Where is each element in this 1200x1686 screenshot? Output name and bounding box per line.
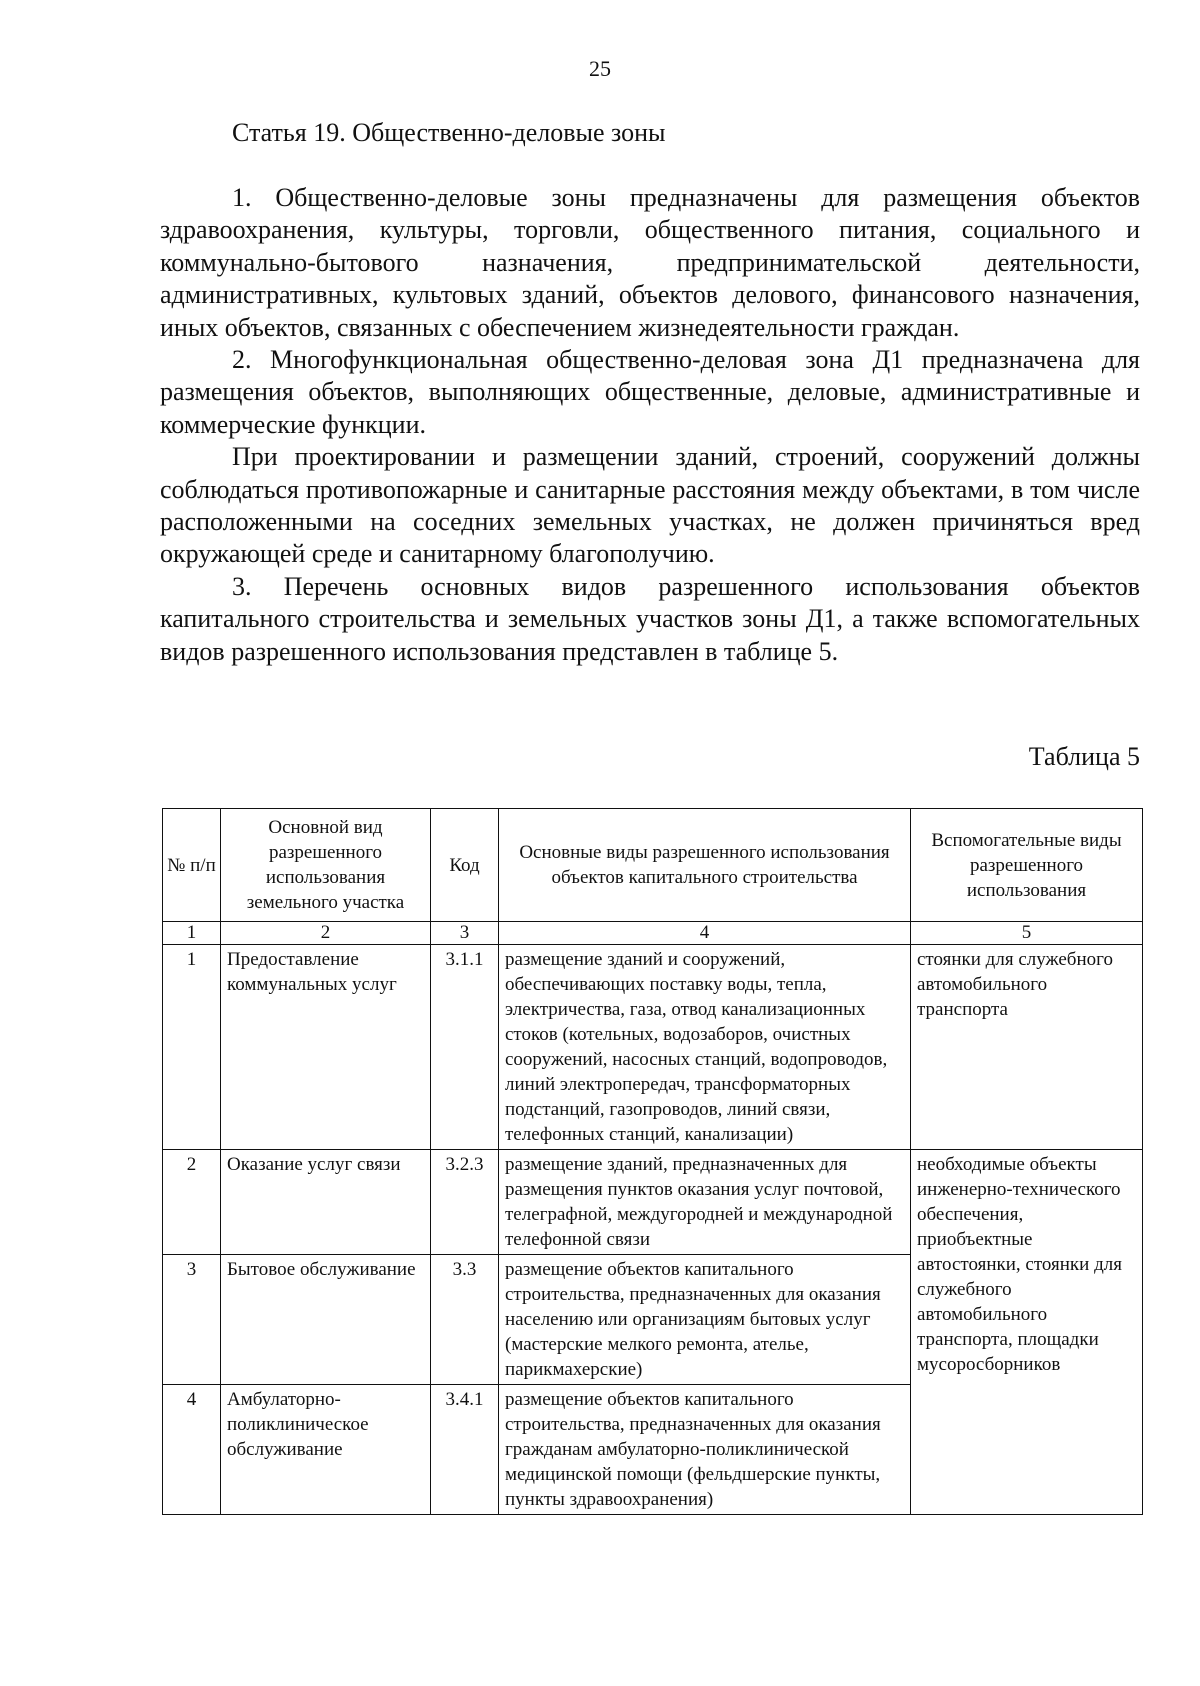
aux-use-cell: необходимые объекты инженерно-технического обеспечения, приобъектные автостоянки, стоянки для служебного автомобильного транспорта, площадки мусоросборников bbox=[911, 1150, 1143, 1515]
capital-use-cell: размещение объектов капитального строительства, предназначенных для оказания гражданам амбулаторно-поликлинической медицинской помощи (фельдшерские пункты, пункты здравоохранения) bbox=[499, 1385, 911, 1515]
table-row bbox=[163, 945, 1143, 1150]
row-number: 1 bbox=[163, 945, 221, 1150]
code-cell: 3.3 bbox=[431, 1255, 499, 1385]
column-number: 1 bbox=[163, 922, 221, 945]
header-number: № п/п bbox=[163, 809, 221, 922]
paragraph-1: 1. Общественно-деловые зоны предназначены для размещения объектов здравоохранения, культуры, торговли, общественного питания, социального и коммунально-бытового назначения, предпринимательской деятельности, административных, культовых зданий, объектов делового, финансового назначения, иных объектов, связанных с обеспечением жизнедеятельности граждан. bbox=[160, 183, 1140, 342]
column-number: 5 bbox=[911, 922, 1143, 945]
column-number: 4 bbox=[499, 922, 911, 945]
land-use-cell: Предоставление коммунальных услуг bbox=[221, 945, 431, 1150]
header-aux-use: Вспомогательные виды разрешенного использования bbox=[911, 809, 1143, 922]
land-use-cell: Амбулаторно-поликлиническое обслуживание bbox=[221, 1385, 431, 1515]
code-cell: 3.1.1 bbox=[431, 945, 499, 1150]
land-use-cell: Бытовое обслуживание bbox=[221, 1255, 431, 1385]
table-caption: Таблица 5 bbox=[1028, 742, 1140, 771]
paragraph-2: 2. Многофункциональная общественно-деловая зона Д1 предназначена для размещения объектов, выполняющих общественные, деловые, административные и коммерческие функции. bbox=[160, 345, 1140, 439]
column-number: 2 bbox=[221, 922, 431, 945]
capital-use-cell: размещение зданий и сооружений, обеспечивающих поставку воды, тепла, электричества, газа, отвод канализационных стоков (котельных, водозаборов, очистных сооружений, насосных станций, водопроводов, линий электропередач, трансформаторных подстанций, газопроводов, линий связи, телефонных станций, канализации) bbox=[499, 945, 911, 1150]
paragraph-3: При проектировании и размещении зданий, строений, сооружений должны соблюдаться противопожарные и санитарные расстояния между объектами, в том числе расположенными на соседних земельных участках, не должен причиняться вред окружающей среде и санитарному благополучию. bbox=[160, 442, 1140, 569]
paragraph-4: 3. Перечень основных видов разрешенного использования объектов капитального строительства и земельных участков зоны Д1, а также вспомогательных видов разрешенного использования представлен в таблице 5. bbox=[160, 571, 1140, 666]
header-land-use: Основной вид разрешенного использования земельного участка bbox=[221, 809, 431, 922]
header-code: Код bbox=[431, 809, 499, 922]
table-row bbox=[163, 1150, 1143, 1255]
header-capital-use: Основные виды разрешенного использования объектов капитального строительства bbox=[499, 809, 911, 922]
capital-use-cell: размещение объектов капитального строительства, предназначенных для оказания населению или организациям бытовых услуг (мастерские мелкого ремонта, ателье, парикмахерские) bbox=[499, 1255, 911, 1385]
land-use-cell: Оказание услуг связи bbox=[221, 1150, 431, 1255]
article-body bbox=[160, 182, 1140, 668]
column-number: 3 bbox=[431, 922, 499, 945]
page-number: 25 bbox=[589, 56, 611, 81]
row-number: 3 bbox=[163, 1255, 221, 1385]
column-number-row bbox=[163, 922, 1143, 945]
aux-use-cell: стоянки для служебного автомобильного транспорта bbox=[911, 945, 1143, 1150]
code-cell: 3.4.1 bbox=[431, 1385, 499, 1515]
code-cell: 3.2.3 bbox=[431, 1150, 499, 1255]
capital-use-cell: размещение зданий, предназначенных для размещения пунктов оказания услуг почтовой, телеграфной, междугородней и международной телефонной связи bbox=[499, 1150, 911, 1255]
row-number: 2 bbox=[163, 1150, 221, 1255]
row-number: 4 bbox=[163, 1385, 221, 1515]
article-title: Статья 19. Общественно-деловые зоны bbox=[232, 118, 666, 147]
table-header-row bbox=[163, 809, 1143, 922]
land-use-table bbox=[162, 808, 1143, 1515]
